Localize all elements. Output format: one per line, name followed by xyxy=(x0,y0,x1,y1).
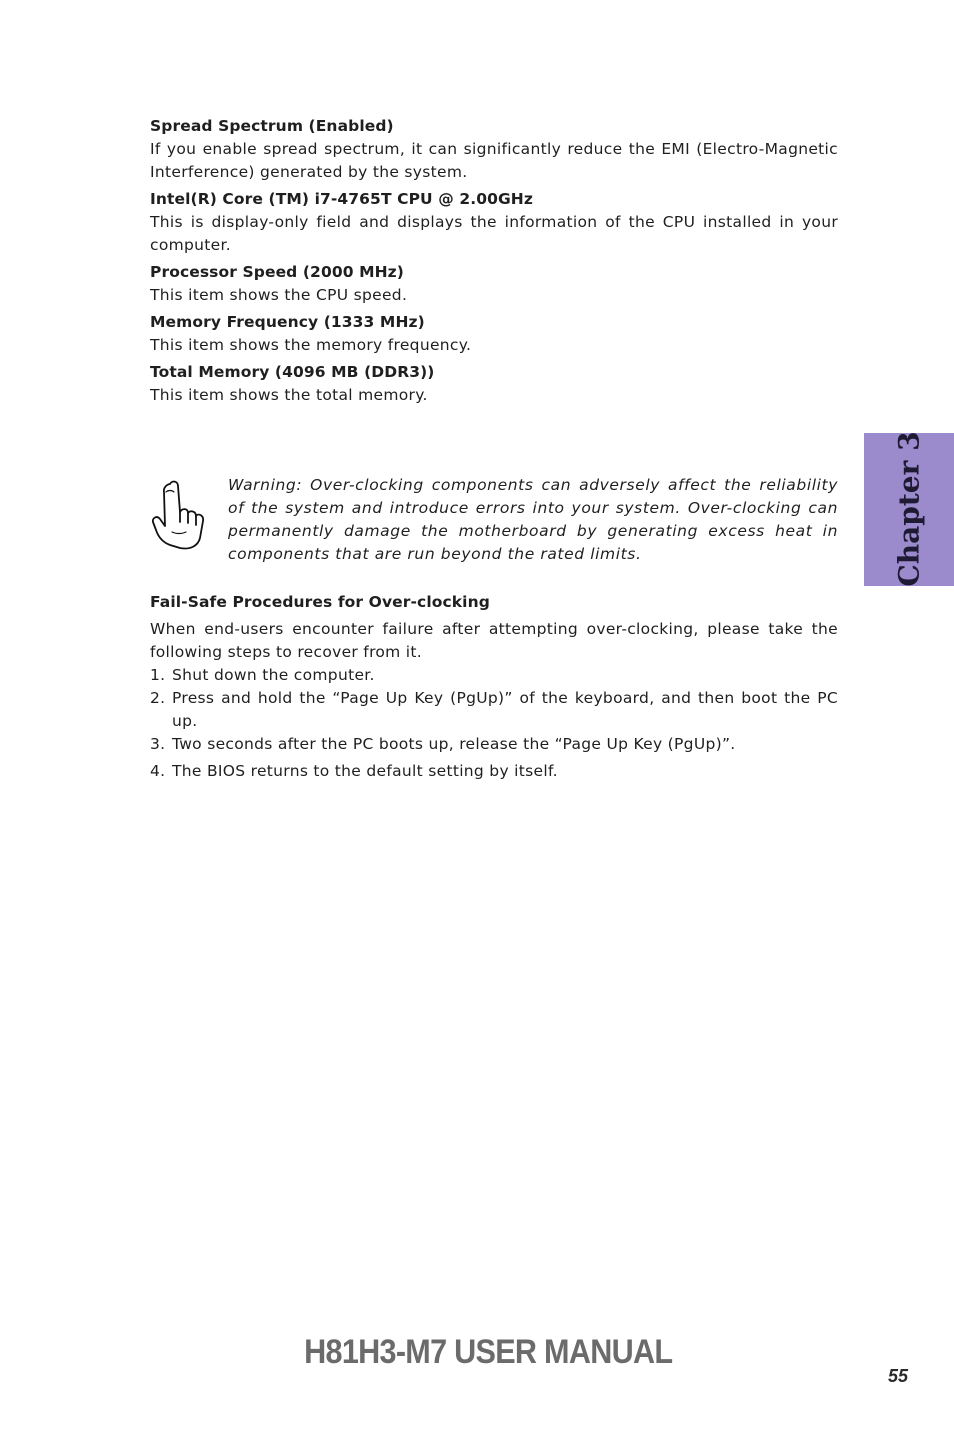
step-number: 1. xyxy=(150,666,166,684)
item-title-cpu: Intel(R) Core (TM) i7-4765T CPU @ 2.00GHz xyxy=(150,190,533,208)
step-number: 4. xyxy=(150,762,166,780)
page-number: 55 xyxy=(888,1366,909,1386)
failsafe-heading: Fail-Safe Procedures for Over-clocking xyxy=(150,593,490,611)
failsafe-intro: When end-users encounter failure after attempting over-clocking, please take the following steps to recover from it. xyxy=(150,620,838,661)
step-text: Shut down the computer. xyxy=(172,666,375,684)
step-number: 3. xyxy=(150,735,166,753)
item-desc-processor-speed: This item shows the CPU speed. xyxy=(150,286,408,304)
item-title-processor-speed: Processor Speed (2000 MHz) xyxy=(150,263,404,281)
chapter-tab xyxy=(864,433,954,586)
step-number: 2. xyxy=(150,689,166,707)
step-text: Press and hold the “Page Up Key (PgUp)” of the keyboard, and then boot the PC up. xyxy=(172,689,838,730)
item-desc-cpu: This is display-only field and displays the information of the CPU installed in your computer. xyxy=(150,213,838,254)
failsafe-steps xyxy=(150,664,838,783)
warning-text: Warning: Over-clocking components can adversely affect the reliability of the system and introduce errors into your system. Over-clocking can permanently damage the motherboard by generating excess heat in components that are run beyond the rated limits. xyxy=(228,476,838,563)
step-text: Two seconds after the PC boots up, release the “Page Up Key (PgUp)”. xyxy=(172,735,736,753)
list-item xyxy=(150,733,838,756)
pointing-hand-icon xyxy=(150,478,208,552)
step-text: The BIOS returns to the default setting by itself. xyxy=(172,762,558,780)
manual-title: H81H3-M7 USER MANUAL xyxy=(304,1333,673,1371)
failsafe-section xyxy=(150,591,838,783)
item-title-total-memory: Total Memory (4096 MB (DDR3)) xyxy=(150,363,435,381)
list-item xyxy=(150,687,838,733)
item-title-spread-spectrum: Spread Spectrum (Enabled) xyxy=(150,117,394,135)
list-item xyxy=(150,760,838,783)
bios-item-list xyxy=(150,115,838,407)
list-item xyxy=(150,664,838,687)
item-desc-memory-frequency: This item shows the memory frequency. xyxy=(150,336,472,354)
item-desc-spread-spectrum: If you enable spread spectrum, it can significantly reduce the EMI (Electro-Magnetic Interference) generated by the system. xyxy=(150,140,838,181)
item-desc-total-memory: This item shows the total memory. xyxy=(150,386,428,404)
item-title-memory-frequency: Memory Frequency (1333 MHz) xyxy=(150,313,425,331)
chapter-label: Chapter 3 xyxy=(892,431,926,587)
